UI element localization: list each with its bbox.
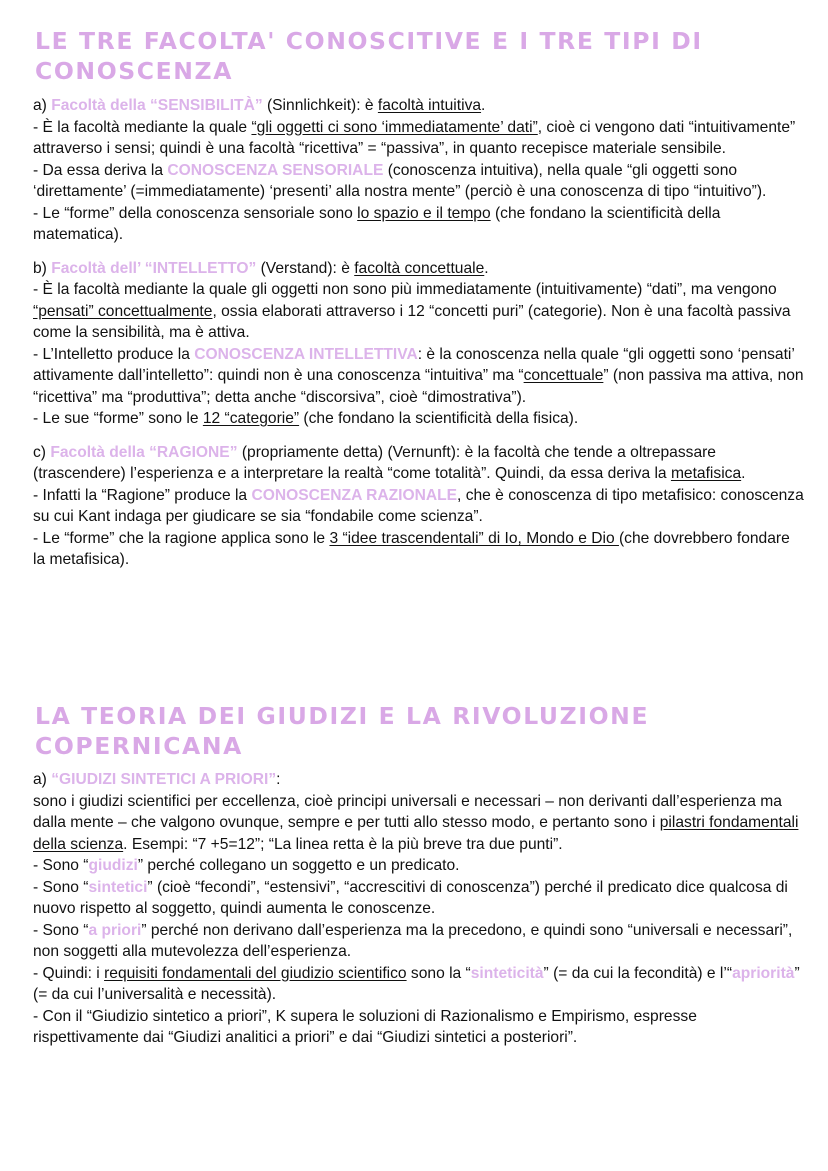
text-run: b) (33, 259, 52, 277)
highlight-term: Facoltà della “RAGIONE” (50, 443, 238, 461)
text-run: - Da essa deriva la (33, 161, 168, 179)
underlined-text: facoltà intuitiva (377, 97, 482, 114)
highlight-term: sinteticità (470, 964, 544, 982)
text-run: - È la facoltà mediante la quale (33, 118, 252, 136)
text-run: sono i giudizi scientifici per eccellenza, cioè principi universali e necessari – non derivanti dall’esperienza ma dalla mente – che valgono ovunque, sempre e per tutti allo stesso modo, e pertanto sono i (33, 792, 782, 831)
text-run: - Quindi: i (33, 964, 105, 982)
highlight-term: sintetici (88, 878, 148, 896)
text-line (33, 442, 805, 485)
section-title-giudizi: LA TEORIA DEI GIUDIZI E LA RIVOLUZIONE COPERNICANA (35, 702, 650, 760)
text-run: , che è conoscenza di tipo metafisico: conoscenza su cui Kant indaga per giudicare se sia “fondabile come scienza”. (33, 486, 804, 525)
underlined-text: “gli oggetti ci sono ‘immediatamente’ dati” (251, 118, 538, 136)
text-run: ” (non passiva ma attiva, non “ricettiva” ma “produttiva”; detta anche “discorsiva”, cioè “dimostrativa”). (33, 367, 804, 406)
paragraph-block (33, 769, 805, 1049)
text-run: - Infatti la “Ragione” produce la (33, 486, 252, 504)
text-line (33, 1006, 805, 1049)
text-run: - Le “forme” della conoscenza sensoriale sono (33, 204, 358, 222)
text-run: : (276, 771, 281, 788)
text-run: (che fondano la scientificità della matematica). (33, 204, 721, 243)
text-line (33, 528, 805, 571)
section-giudizi-body (33, 769, 805, 1049)
text-run: - Le sue “forme” sono le (33, 410, 203, 427)
highlight-term: CONOSCENZA SENSORIALE (167, 161, 384, 179)
underlined-text: facoltà concettuale (354, 259, 485, 277)
text-run: (Sinnlichkeit): è (262, 97, 378, 114)
underlined-text: concettuale (523, 367, 604, 384)
text-run: ” (cioè “fecondi”, “estensivi”, “accrescitivi di conoscenza”) perché il predicato dice qualcosa di nuovo rispetto al soggetto, quindi aumenta le conoscenze. (33, 878, 788, 917)
text-line (33, 920, 805, 963)
underlined-text: “pensati” concettualmente (33, 302, 213, 320)
text-run: (che fondano la scientificità della fisica). (299, 410, 579, 427)
text-run: (che dovrebbero fondare la metafisica). (33, 529, 790, 568)
text-run: . Esempi: “7 +5=12”; “La linea retta è la più breve tra due punti”. (123, 835, 563, 853)
underlined-text: 3 “idee trascendentali” di Io, Mondo e Dio (329, 529, 619, 547)
underlined-text: lo spazio e il tempo (357, 204, 491, 222)
highlight-term: “GIUDIZI SINTETICI A PRIORI” (51, 771, 277, 788)
highlight-term: CONOSCENZA RAZIONALE (251, 486, 458, 504)
text-run: - Sono “ (33, 921, 89, 939)
text-run: - È la facoltà mediante la quale gli oggetti non sono più immediatamente (intuitivamente) “dati”, ma vengono (33, 281, 777, 298)
text-run: a) (33, 97, 52, 114)
text-run: ” perché collegano un soggetto e un predicato. (137, 857, 460, 874)
paragraph-block (33, 258, 805, 430)
text-line (33, 160, 805, 203)
highlight-term: a priori (88, 921, 142, 939)
text-run: - L’Intelletto produce la (33, 345, 195, 363)
text-run: (Verstand): è (256, 259, 355, 277)
text-run: - Le “forme” che la ragione applica sono le (33, 529, 330, 547)
highlight-term: CONOSCENZA INTELLETTIVA (194, 345, 418, 363)
highlight-term: Facoltà della “SENSIBILITÀ” (51, 97, 263, 114)
text-run: - Sono “ (33, 878, 89, 896)
text-run: a) (33, 771, 52, 788)
highlight-term: apriorità (732, 964, 795, 982)
text-line (33, 855, 805, 877)
highlight-term: Facoltà dell’ “INTELLETTO” (51, 259, 257, 277)
text-run: (conoscenza intuitiva), nella quale “gli oggetti sono ‘direttamente’ (=immediatamente) ‘presenti’ alla nostra mente” (perciò è una conoscenza di tipo “intuitivo”). (33, 161, 767, 200)
highlight-term: giudizi (88, 857, 138, 874)
text-line (33, 769, 805, 791)
text-line (33, 279, 805, 344)
text-run: ” (= da cui la fecondità) e l’“ (543, 964, 733, 982)
text-run: . (481, 97, 486, 114)
text-run: ” perché non derivano dall’esperienza ma la precedono, e quindi sono “universali e necessari”, non soggetti alla mutevolezza dell’esperienza. (33, 921, 793, 960)
text-line (33, 344, 805, 409)
text-line (33, 485, 805, 528)
text-run: . (741, 465, 746, 482)
text-run: . (484, 259, 489, 277)
text-run: - Sono “ (33, 857, 89, 874)
paragraph-block (33, 442, 805, 571)
text-line (33, 117, 805, 160)
underlined-text: 12 “categorie” (202, 410, 300, 427)
text-line (33, 791, 805, 856)
section-facolta-body (33, 95, 805, 571)
text-line (33, 95, 805, 117)
text-line (33, 408, 805, 430)
text-run: : è la conoscenza nella quale “gli oggetti sono ‘pensati’ attivamente dall’intelletto”: quindi non è una conoscenza “intuitiva” ma “ (33, 345, 795, 384)
text-run: - Con il “Giudizio sintetico a priori”, K supera le soluzioni di Razionalismo e Empirismo, espresse rispettivamente dai “Giudizi analitici a priori” e dai “Giudizi sintetici a posteriori”. (33, 1007, 697, 1046)
underlined-text: pilastri fondamentali della scienza (33, 814, 799, 853)
text-line (33, 203, 805, 246)
text-run: ” (= da cui l’universalità e necessità). (33, 964, 800, 1003)
text-line (33, 258, 805, 280)
text-run: c) (33, 443, 51, 461)
text-line (33, 963, 805, 1006)
text-run: sono la “ (406, 964, 471, 982)
paragraph-block (33, 95, 805, 246)
text-line (33, 877, 805, 920)
text-run: , ossia elaborati attraverso i 12 “concetti puri” (categorie). Non è una facoltà passiva come la sensibilità, ma è attiva. (33, 302, 791, 341)
section-title-facolta: LE TRE FACOLTA' CONOSCITIVE E I TRE TIPI DI CONOSCENZA (35, 27, 703, 85)
text-run: , cioè ci vengono dati “intuitivamente” attraverso i sensi; quindi è una facoltà “ricettiva” = “passiva”, in quanto recepisce materiale sensibile. (33, 118, 796, 157)
underlined-text: requisiti fondamentali del giudizio scientifico (104, 964, 407, 982)
underlined-text: metafisica (670, 465, 742, 482)
text-run: (propriamente detta) (Vernunft): è la facoltà che tende a oltrepassare (trascendere) l’esperienza e a interpretare la realtà “come totalità”. Quindi, da essa deriva la (33, 443, 716, 482)
